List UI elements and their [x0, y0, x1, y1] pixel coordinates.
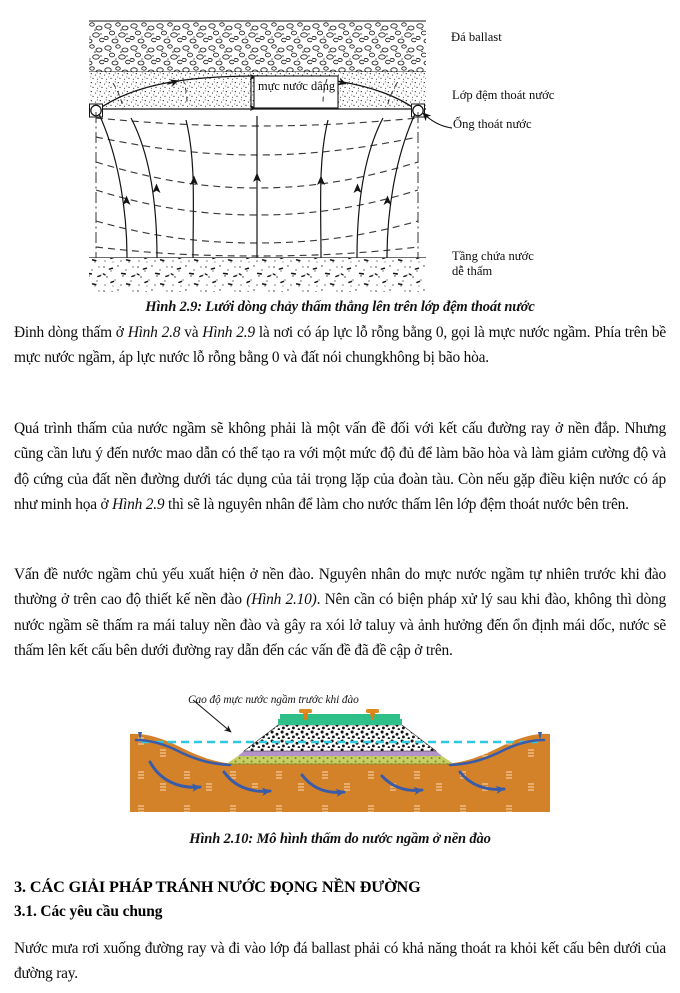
- label-drainage-layer: Lớp đệm thoát nước: [452, 88, 555, 102]
- flow-lines: [99, 114, 415, 258]
- figure-2-9-drawing: [0, 0, 680, 292]
- paragraph-1-block: [14, 320, 666, 371]
- p1-seg-c: là nơi có áp lực lỗ rỗng bằng 0, gọi là mực nước ngầm. Phía trên bề mực nước ngầm, áp lực nước lỗ rỗng bằng 0 và đất nói chungkhông bị bão hòa.: [14, 324, 666, 367]
- p3-ref-fig210: (Hình 2.10): [246, 591, 317, 609]
- label-aquifer-line1: Tầng chứa nước: [452, 249, 534, 263]
- paragraph-3-block: [14, 562, 666, 663]
- drain-pipe-leader: [423, 113, 452, 128]
- paragraph-2-block: [14, 416, 666, 517]
- capping-layer: [238, 751, 442, 756]
- track-bed-top: [278, 719, 402, 725]
- paragraph-3: [14, 562, 666, 663]
- section-heading-3: 3. CÁC GIẢI PHÁP TRÁNH NƯỚC ĐỌNG NỀN ĐƯỜNG: [14, 878, 421, 896]
- figure-2-9: [0, 0, 680, 292]
- paragraph-2: [14, 416, 666, 517]
- label-rising-water-level: mực nước dâng: [258, 79, 336, 93]
- headings-block: [14, 878, 666, 921]
- p2-seg-b: thì sẽ là nguyên nhân để làm cho nước thấm lên lớp đệm thoát nước bên trên.: [164, 495, 629, 513]
- label-ballast: Đá ballast: [451, 30, 502, 44]
- sub-ballast-layer: [226, 756, 454, 764]
- figure-2-10-drawing: [130, 694, 550, 829]
- paragraph-4-block: [14, 936, 666, 987]
- p1-ref-fig29: Hình 2.9: [202, 324, 255, 341]
- figure-2-10-caption: Hình 2.10: Mô hình thấm do nước ngầm ở nền đào: [189, 831, 491, 847]
- p1-seg-a: Đinh dòng thấm ở: [14, 324, 128, 341]
- paragraph-1: [14, 320, 666, 371]
- figure-2-10: [130, 694, 550, 829]
- figure-2-10-annotation: Cao độ mực nước ngầm trước khi đào: [188, 694, 359, 706]
- paragraph-4: Nước mưa rơi xuống đường ray và đi vào lớp đá ballast phải có khả năng thoát ra khỏi kết cấu bên dưới của đường ray.: [14, 940, 666, 983]
- p3-seg-b: . Nên cần có biện pháp xử lý sau khi đào, không thì dòng nước ngầm sẽ thấm ra mái taluy nền đào và gây ra xói lở taluy và ảnh hưởng đến ổn định mái dốc, nước sẽ thấm lên kết cấu bên dưới đường ray dẫn đến các vấn đề đã đề cập ở trên.: [14, 591, 666, 659]
- p2-seg-a: Quá trình thấm của nước ngầm sẽ không phải là một vấn đề đối với kết cấu đường ray ở nền đắp. Nhưng cũng cần lưu ý đến nước mao dẫn có thể tạo ra với một mức độ đủ để làm bão hòa và làm giảm cường độ và độ cứng của đất nền đường dưới tác dụng của tải trọng lặp của đoàn tàu. Còn nếu gặp điều kiện nước có áp như minh họa ở: [14, 420, 666, 513]
- figure-2-9-caption: Hình 2.9: Lưới dòng chảy thấm thẳng lên trên lớp đệm thoát nước: [145, 299, 535, 315]
- section-heading-3-1: 3.1. Các yêu cầu chung: [14, 903, 163, 920]
- ballast-layer-shape: [89, 21, 426, 72]
- label-aquifer-line2: dễ thấm: [452, 263, 493, 278]
- p3-seg-a: Vấn đề nước ngầm chủ yếu xuất hiện ở nền đào. Nguyên nhân do mực nước ngầm tự nhiên trước khi đào thường ở trên cao độ thiết kế nền đào: [14, 566, 666, 609]
- p1-ref-fig28: Hình 2.8: [127, 324, 181, 341]
- subgrade-prism: [226, 714, 454, 764]
- p1-seg-b: và: [180, 324, 203, 341]
- label-aquifer: [452, 249, 534, 278]
- p2-ref-fig29: Hình 2.9: [112, 495, 165, 513]
- label-drain-pipe: Ống thoát nước: [453, 117, 532, 131]
